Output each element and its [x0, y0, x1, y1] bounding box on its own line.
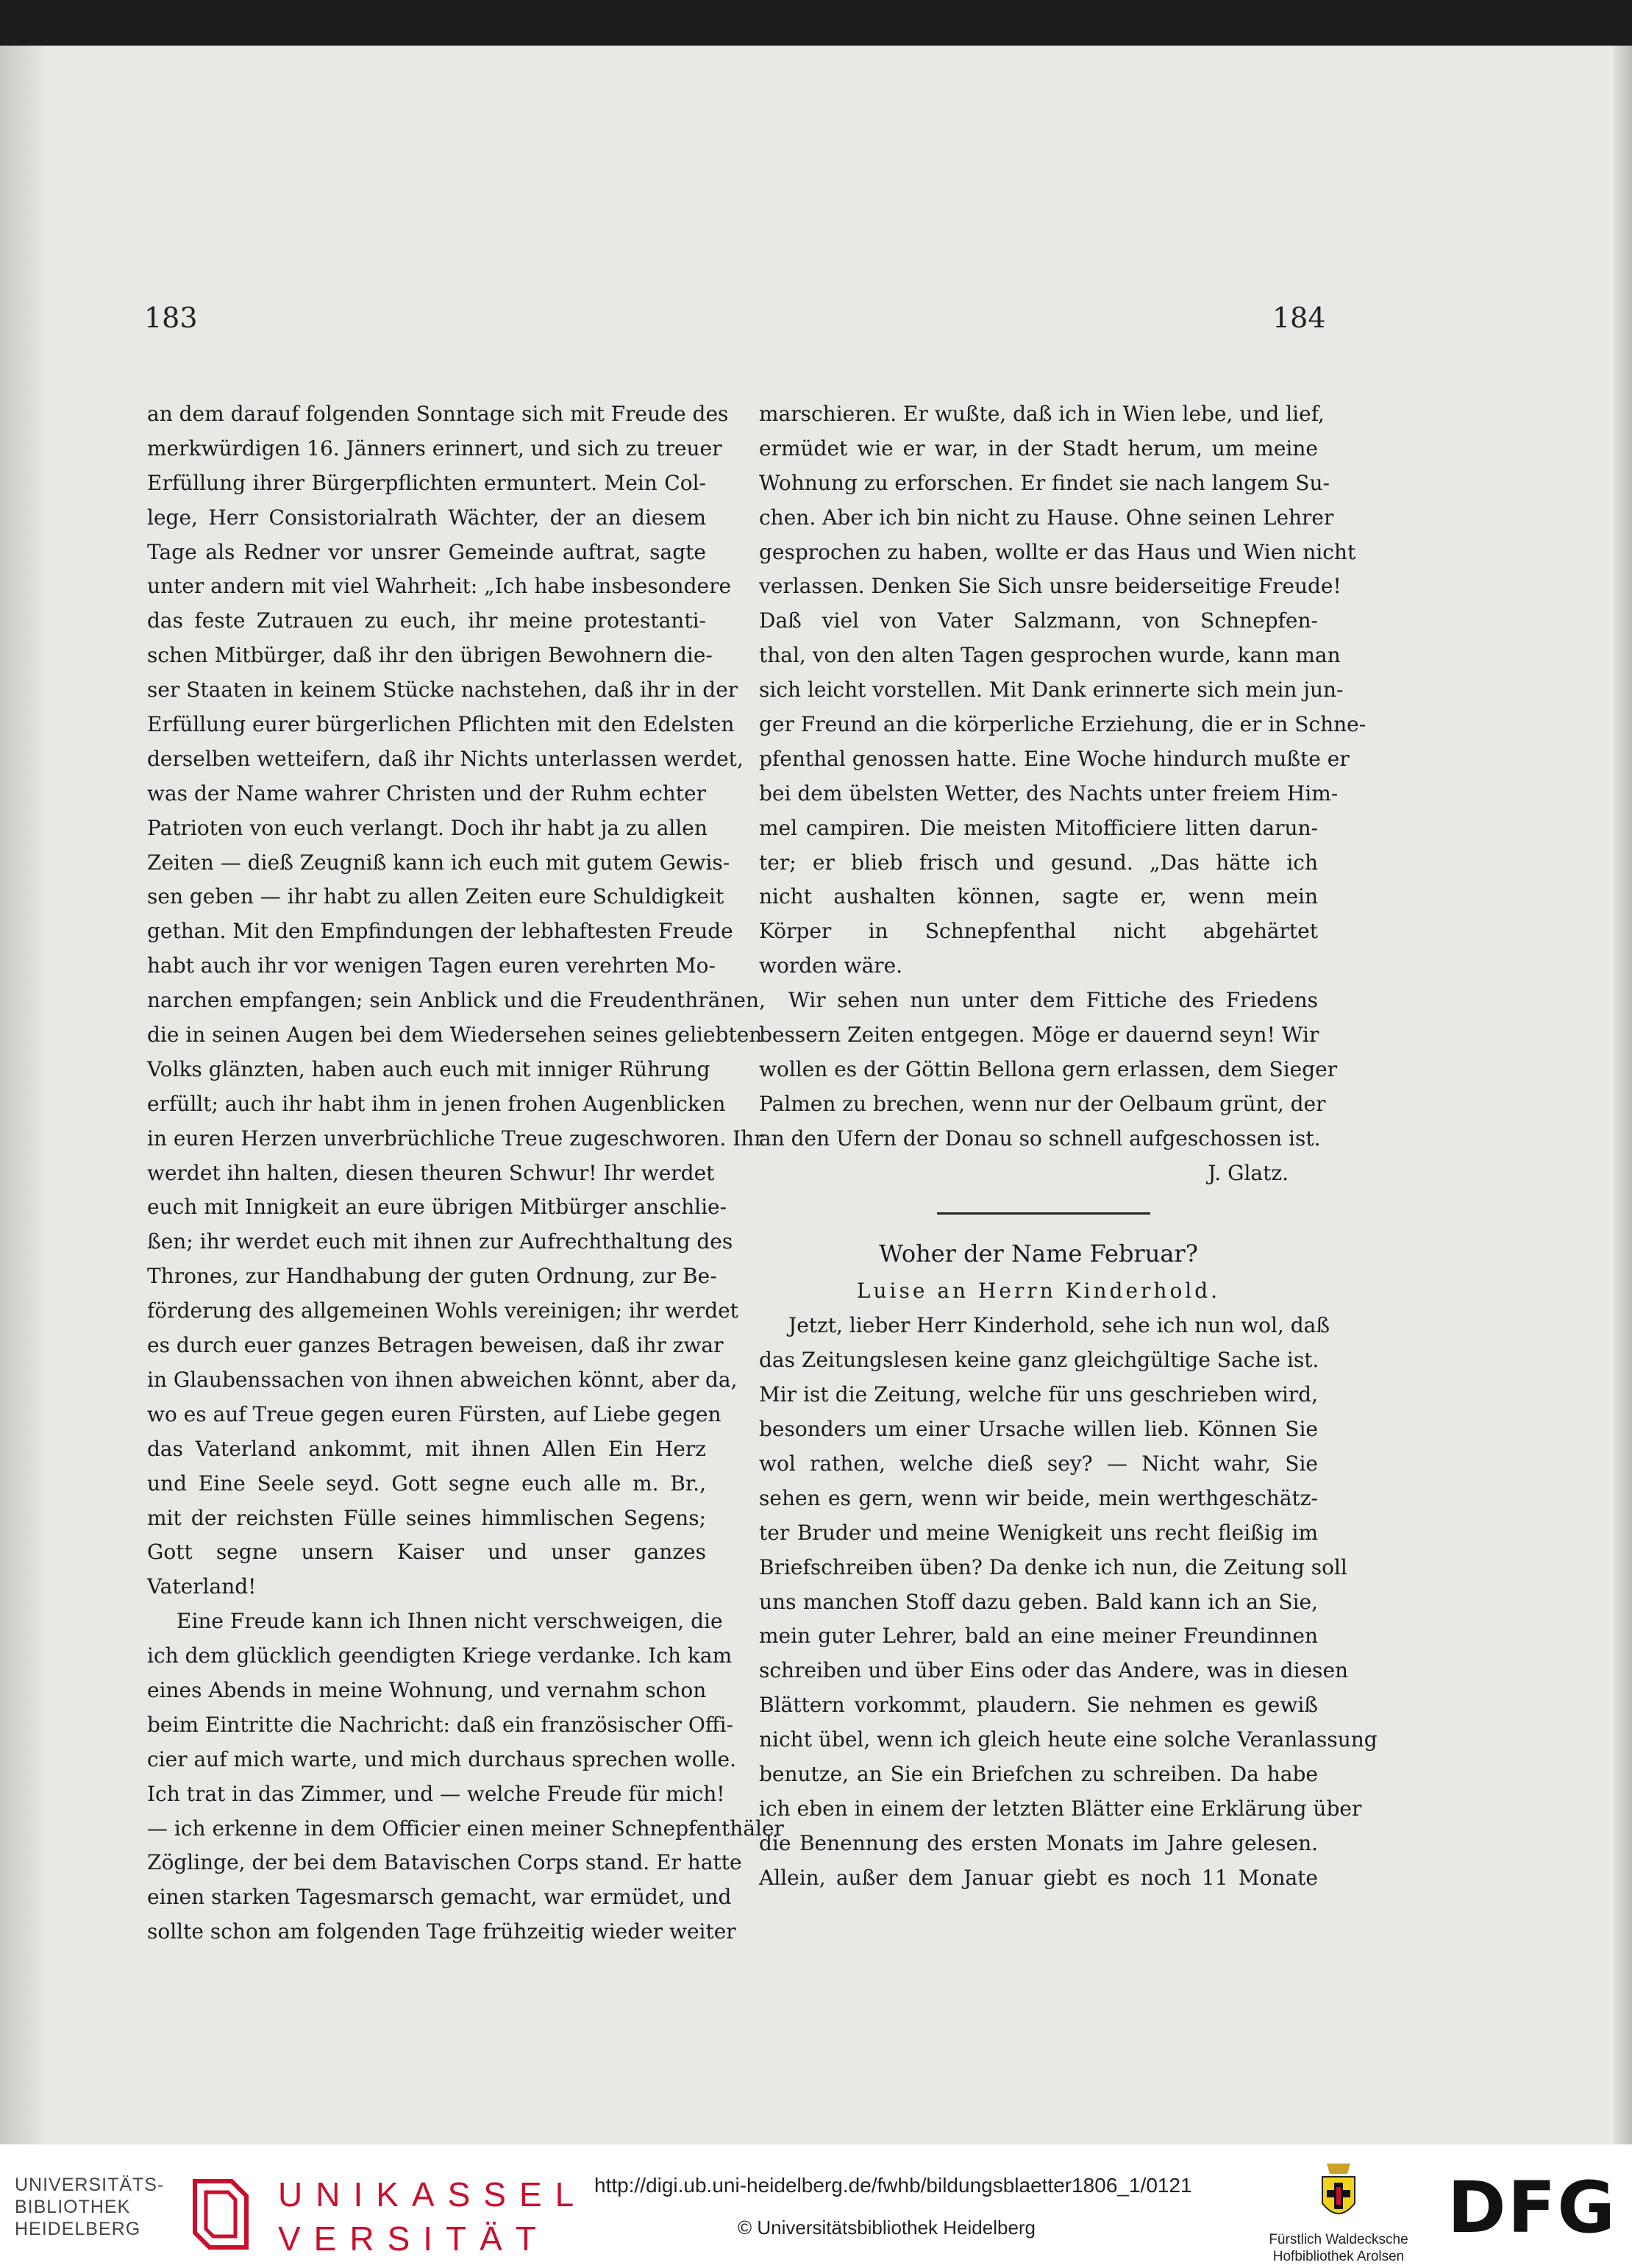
text-line: mit der reichsten Fülle seines himmlischen Segens;	[147, 1505, 706, 1530]
text-line: nicht übel, wenn ich gleich heute eine solche Veranlassung	[759, 1727, 1378, 1752]
arolsen-crest-icon	[1316, 2158, 1361, 2228]
text-line: mein guter Lehrer, bald an eine meiner Freundinnen	[759, 1624, 1318, 1649]
text-line: gesprochen zu haben, wollte er das Haus und Wien nicht	[759, 539, 1356, 564]
text-line: habt auch ihr vor wenigen Tagen euren verehrten Mo-	[147, 953, 716, 978]
uni-kassel-logo[interactable]	[278, 2172, 587, 2261]
arolsen-library-label	[1250, 2231, 1427, 2265]
text-line: ter; er blieb frisch und gesund. „Das hätte ich	[759, 850, 1318, 875]
text-line: ßen; ihr werdet euch mit ihnen zur Aufrechthaltung des	[147, 1229, 733, 1254]
dfg-logo[interactable]: DFG	[1447, 2166, 1617, 2249]
text-line: sich leicht vorstellen. Mit Dank erinnerte sich mein jun-	[759, 678, 1344, 703]
text-column-left	[147, 397, 784, 1949]
text-line: Jetzt, lieber Herr Kinderhold, sehe ich nun wol, daß	[788, 1313, 1330, 1338]
text-line: ich eben in einem der letzten Blätter eine Erklärung über	[759, 1796, 1362, 1821]
text-line: nicht aushalten können, sagte er, wenn mein	[759, 884, 1318, 909]
page-number-right: 184	[1272, 302, 1326, 334]
text-line: in euren Herzen unverbrüchliche Treue zugeschworen. Ihr	[147, 1126, 764, 1151]
text-line: sollte schon am folgenden Tage frühzeitig wieder weiter	[147, 1919, 736, 1944]
text-line: ermüdet wie er war, in der Stadt herum, um meine	[759, 436, 1318, 461]
text-line: Blättern vorkommt, plaudern. Sie nehmen es gewiß	[759, 1693, 1318, 1718]
text-line: beim Eintritte die Nachricht: daß ein französischer Offi-	[147, 1712, 734, 1737]
text-line: das Vaterland ankommt, mit ihnen Allen Ein Herz	[147, 1436, 706, 1461]
text-line: chen. Aber ich bin nicht zu Hause. Ohne seinen Lehrer	[759, 505, 1334, 530]
article-title: Woher der Name Februar?	[879, 1240, 1198, 1268]
text-line: eines Abends in meine Wohnung, und vernahm schon	[147, 1677, 707, 1702]
text-line: erfüllt; auch ihr habt ihm in jenen frohen Augenblicken	[147, 1091, 726, 1116]
text-line: Patrioten von euch verlangt. Doch ihr habt ja zu allen	[147, 815, 708, 840]
author-signature: J. Glatz.	[1208, 1160, 1289, 1185]
text-line: Allein, außer dem Januar giebt es noch 11 Monate	[759, 1865, 1318, 1890]
text-line: pfenthal genossen hatte. Eine Woche hindurch mußte er	[759, 746, 1350, 771]
text-line: derselben wetteifern, daß ihr Nichts unterlassen werdet,	[147, 746, 744, 771]
text-line: cier auf mich warte, und mich durchaus sprechen wolle.	[147, 1746, 737, 1771]
permalink-url[interactable]: http://digi.ub.uni-heidelberg.de/fwhb/bildungsblaetter1806_1/0121	[594, 2174, 1192, 2197]
text-line: narchen empfangen; sein Anblick und die Freudenthränen,	[147, 988, 766, 1013]
text-line: ser Staaten in keinem Stücke nachstehen, daß ihr in der	[147, 678, 738, 703]
logo-text-line: HEIDELBERG	[15, 2219, 141, 2239]
text-line: ter Bruder und meine Wenigkeit uns recht fleißig im	[759, 1520, 1318, 1545]
text-line: die Benennung des ersten Monats im Jahre gelesen.	[759, 1830, 1318, 1855]
copyright-notice: © Universitätsbibliothek Heidelberg	[738, 2217, 1036, 2239]
text-line: und Eine Seele seyd. Gott segne euch alle m. Br.,	[147, 1471, 706, 1496]
text-line: sen geben — ihr habt zu allen Zeiten eure Schuldigkeit	[147, 884, 724, 909]
text-line: Daß viel von Vater Salzmann, von Schnepfen-	[759, 608, 1318, 633]
text-column-right	[759, 397, 1378, 1896]
text-line: Wohnung zu erforschen. Er findet sie nach langem Su-	[759, 470, 1330, 495]
gutter-shadow	[0, 46, 44, 2144]
logo-text-line: BIBLIOTHEK	[15, 2197, 131, 2217]
text-line: mel campiren. Die meisten Mitofficiere litten darun-	[759, 815, 1318, 840]
text-line: — ich erkenne in dem Officier einen meiner Schnepfenthäler	[147, 1816, 784, 1841]
text-line: bei dem übelsten Wetter, des Nachts unter freiem Him-	[759, 781, 1339, 806]
page-edge	[1614, 46, 1632, 2144]
section-divider	[759, 1190, 1318, 1233]
text-line: in Glaubenssachen von ihnen abweichen könnt, aber da,	[147, 1367, 738, 1392]
text-line: Mir ist die Zeitung, welche für uns geschrieben wird,	[759, 1382, 1318, 1407]
text-line: Thrones, zur Handhabung der guten Ordnung, zur Be-	[147, 1264, 717, 1289]
text-line: ich dem glücklich geendigten Kriege verdanke. Ich kam	[147, 1643, 733, 1668]
text-line: thal, von den alten Tagen gesprochen wurde, kann man	[759, 643, 1341, 668]
arolsen-line: Fürstlich Waldecksche	[1269, 2232, 1408, 2247]
text-line: an den Ufern der Donau so schnell aufgeschossen ist.	[759, 1126, 1321, 1151]
text-line: Volks glänzten, haben auch euch mit inniger Rührung	[147, 1056, 710, 1081]
text-line: besonders um einer Ursache willen lieb. Können Sie	[759, 1417, 1318, 1442]
text-line: wo es auf Treue gegen euren Fürsten, auf Liebe gegen	[147, 1401, 721, 1426]
text-line: Eine Freude kann ich Ihnen nicht verschweigen, die	[177, 1609, 723, 1634]
text-line: einen starken Tagesmarsch gemacht, war ermüdet, und	[147, 1885, 732, 1910]
text-line: Gott segne unsern Kaiser und unser ganzes	[147, 1540, 706, 1565]
text-line: marschieren. Er wußte, daß ich in Wien lebe, und lief,	[759, 402, 1325, 426]
text-line: Ich trat in das Zimmer, und — welche Freude für mich!	[147, 1781, 725, 1806]
text-line: Zöglinge, der bei dem Batavischen Corps stand. Er hatte	[147, 1850, 742, 1875]
article-subtitle: Luise an Herrn Kinderhold.	[856, 1279, 1221, 1304]
text-line: Wir sehen nun unter dem Fittiche des Friedens	[788, 988, 1318, 1013]
kassel-line-1: UNIKASSEL	[278, 2175, 588, 2214]
logo-text-line: UNIVERSITÄTS-	[15, 2175, 165, 2195]
text-line: Palmen zu brechen, wenn nur der Oelbaum grünt, der	[759, 1091, 1326, 1116]
heidelberg-library-logo[interactable]	[15, 2174, 164, 2240]
book-page-spread	[0, 46, 1632, 2144]
text-line: Zeiten — dieß Zeugniß kann ich euch mit gutem Gewis-	[147, 850, 730, 875]
text-line: schen Mitbürger, daß ihr den übrigen Bewohnern die-	[147, 643, 713, 668]
text-line: Tage als Redner vor unsrer Gemeinde auftrat, sagte	[147, 539, 706, 564]
text-line: förderung des allgemeinen Wohls vereinigen; ihr werdet	[147, 1298, 738, 1323]
kassel-line-2: VERSITÄT	[278, 2219, 549, 2258]
arolsen-line: Hofbibliothek Arolsen	[1272, 2249, 1405, 2264]
text-line: gethan. Mit den Empfindungen der lebhaftesten Freude	[147, 919, 733, 944]
text-line: es durch euer ganzes Betragen beweisen, daß ihr zwar	[147, 1333, 724, 1358]
text-line: werdet ihn halten, diesen theuren Schwur! Ihr werdet	[147, 1160, 715, 1185]
text-line: uns manchen Stoff dazu geben. Bald kann ich an Sie,	[759, 1589, 1318, 1614]
page-number-left: 183	[144, 302, 198, 334]
text-line: schreiben und über Eins oder das Andere, was in diesen	[759, 1658, 1349, 1683]
text-line: wollen es der Göttin Bellona gern erlassen, dem Sieger	[759, 1056, 1338, 1081]
text-line: an dem darauf folgenden Sonntage sich mit Freude des	[147, 402, 729, 426]
text-line: Körper in Schnepfenthal nicht abgehärtet	[759, 919, 1318, 944]
text-line: Erfüllung ihrer Bürgerpflichten ermuntert. Mein Col-	[147, 470, 706, 495]
text-line: verlassen. Denken Sie Sich unsre beiderseitige Freude!	[759, 574, 1341, 599]
text-line: Briefschreiben üben? Da denke ich nun, die Zeitung soll	[759, 1554, 1347, 1579]
text-line: das feste Zutrauen zu euch, ihr meine protestanti-	[147, 608, 706, 633]
text-line: sehen es gern, wenn wir beide, mein werthgeschätz-	[759, 1485, 1318, 1510]
text-line: die in seinen Augen bei dem Wiedersehen seines geliebten	[147, 1023, 763, 1048]
uni-kassel-mark-icon	[180, 2166, 261, 2255]
text-line: benutze, an Sie ein Briefchen zu schreiben. Da habe	[759, 1761, 1318, 1786]
viewer-footer	[0, 2144, 1632, 2268]
text-line: lege, Herr Consistorialrath Wächter, der an diesem	[147, 505, 706, 530]
text-line: worden wäre.	[759, 953, 903, 978]
text-line: merkwürdigen 16. Jänners erinnert, und sich zu treuer	[147, 436, 722, 461]
text-line: ger Freund an die körperliche Erziehung, die er in Schne-	[759, 712, 1366, 737]
text-line: was der Name wahrer Christen und der Ruhm echter	[147, 781, 706, 806]
text-line: wol rathen, welche dieß sey? — Nicht wahr, Sie	[759, 1451, 1318, 1476]
text-line: unter andern mit viel Wahrheit: „Ich habe insbesondere	[147, 574, 732, 599]
text-line: Vaterland!	[147, 1574, 257, 1599]
text-line: bessern Zeiten entgegen. Möge er dauernd seyn! Wir	[759, 1023, 1319, 1048]
text-line: Erfüllung eurer bürgerlichen Pflichten mit den Edelsten	[147, 712, 735, 737]
text-line: das Zeitungslesen keine ganz gleichgültige Sache ist.	[759, 1348, 1319, 1373]
text-line: euch mit Innigkeit an eure übrigen Mitbürger anschlie-	[147, 1195, 727, 1220]
